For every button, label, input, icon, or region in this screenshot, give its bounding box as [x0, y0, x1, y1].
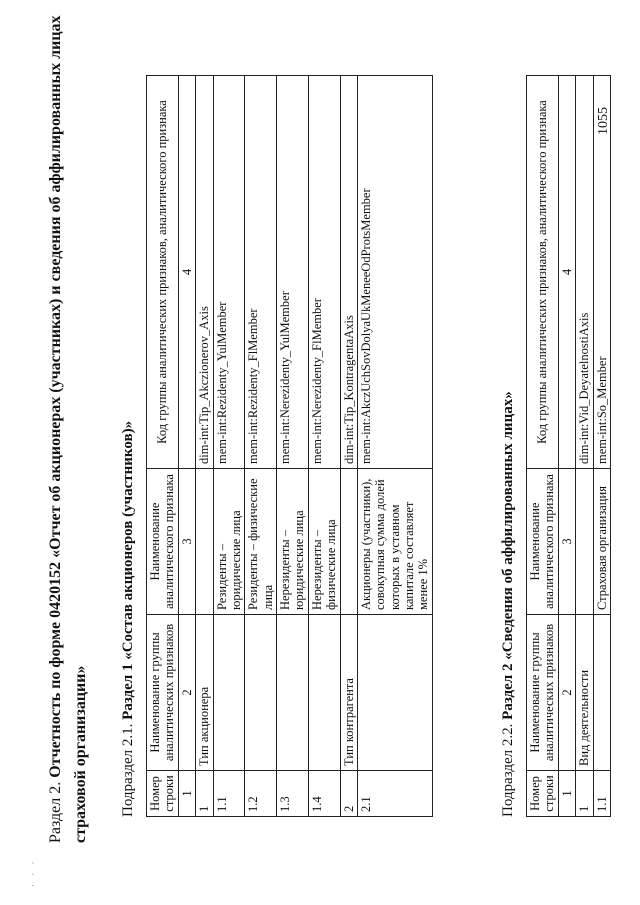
header-cell: Наименование аналитического признака: [147, 469, 179, 615]
cell: [245, 615, 277, 771]
header-cell: Код группы аналитических признаков, аналитического признака: [147, 76, 179, 469]
table-row: [308, 76, 340, 817]
col-number: 2: [558, 615, 575, 771]
table-row: [357, 76, 432, 817]
header-cell: Наименование группы аналитических признаков: [527, 615, 559, 771]
cell: mem-int:Rezidenty_YulMember: [213, 76, 245, 469]
cell: [196, 469, 213, 615]
col-number: 3: [558, 469, 575, 615]
column-number-row: [558, 76, 575, 817]
cell: Резиденты – юридические лица: [213, 469, 245, 615]
cell: [593, 615, 610, 771]
header-cell: Наименование аналитического признака: [527, 469, 559, 615]
table-row: [576, 76, 593, 817]
cell: Акционеры (участники), совокупная сумма долей которых в уставном капитале составляет менее 1%: [357, 469, 432, 615]
cell: 1: [576, 771, 593, 817]
table-row: [340, 76, 357, 817]
cell: dim-int:Tip_Akczionerov_Axis: [196, 76, 213, 469]
cell: 1.1: [593, 771, 610, 817]
header-cell: Код группы аналитических признаков, аналитического признака: [527, 76, 559, 469]
cell: 2: [340, 771, 357, 817]
cell: [340, 469, 357, 615]
subsection-bold: Раздел 1 «Состав акционеров (участников)»: [120, 420, 136, 720]
cell: Вид деятельности: [576, 615, 593, 771]
cell: 1.2: [245, 771, 277, 817]
heading-prefix: Раздел 2.: [47, 777, 64, 843]
cell: mem-int:AkczUchSovDolyaUkMeneeOdProtsMember: [357, 76, 432, 469]
table-section-2: [526, 75, 611, 817]
header-cell: Номер строки: [527, 771, 559, 817]
cell: mem-int:So_Member: [593, 76, 610, 469]
table-section-1: [146, 75, 433, 817]
table-header-row: [147, 76, 179, 817]
cell: [357, 615, 432, 771]
cell: dim-int:Tip_KontragentaAxis: [340, 76, 357, 469]
col-number: 3: [178, 469, 195, 615]
heading-bold: Отчетность по форме 0420152 «Отчет об акционерах (участниках) и сведения об аффилированных лицах страховой организации»: [47, 15, 89, 843]
subsection-prefix: Подраздел 2.2.: [500, 719, 516, 817]
subsection-bold: Раздел 2 «Сведения об аффилированных лицах»: [500, 391, 516, 720]
cell: [277, 615, 309, 771]
cell: [213, 615, 245, 771]
cell: Нерезиденты – физические лица: [308, 469, 340, 615]
cell: Тип контрагента: [340, 615, 357, 771]
table-row: [196, 76, 213, 817]
cell: Нерезиденты – юридические лица: [277, 469, 309, 615]
cell: 2.1: [357, 771, 432, 817]
col-number: 2: [178, 615, 195, 771]
subsection-prefix: Подраздел 2.1.: [120, 719, 136, 817]
scan-marks: · · ·: [28, 858, 38, 887]
col-number: 4: [558, 76, 575, 469]
col-number: 1: [178, 771, 195, 817]
cell: mem-int:Nerezidenty_YulMember: [277, 76, 309, 469]
cell: 1.1: [213, 771, 245, 817]
subsection-2-2-title: [500, 391, 517, 817]
table-row: [593, 76, 610, 817]
cell: [576, 469, 593, 615]
table-row: [213, 76, 245, 817]
cell: Резиденты – физические лица: [245, 469, 277, 615]
column-number-row: [178, 76, 195, 817]
cell: Тип акционера: [196, 615, 213, 771]
subsection-2-1-title: [120, 421, 137, 817]
header-cell: Наименование группы аналитических признаков: [147, 615, 179, 771]
table-header-row: [527, 76, 559, 817]
col-number: 1: [558, 771, 575, 817]
cell: mem-int:Nerezidenty_FlMember: [308, 76, 340, 469]
cell: 1: [196, 771, 213, 817]
section-heading: [44, 13, 94, 843]
cell: Страховая организация: [593, 469, 610, 615]
header-cell: Номер строки: [147, 771, 179, 817]
cell: mem-int:Rezidenty_FlMember: [245, 76, 277, 469]
cell: dim-int:Vid_DeyatelnostiAxis: [576, 76, 593, 469]
table-row: [277, 76, 309, 817]
col-number: 4: [178, 76, 195, 469]
cell: 1.3: [277, 771, 309, 817]
table-row: [245, 76, 277, 817]
cell: 1.4: [308, 771, 340, 817]
page-number: 1055: [596, 107, 611, 135]
cell: [308, 615, 340, 771]
